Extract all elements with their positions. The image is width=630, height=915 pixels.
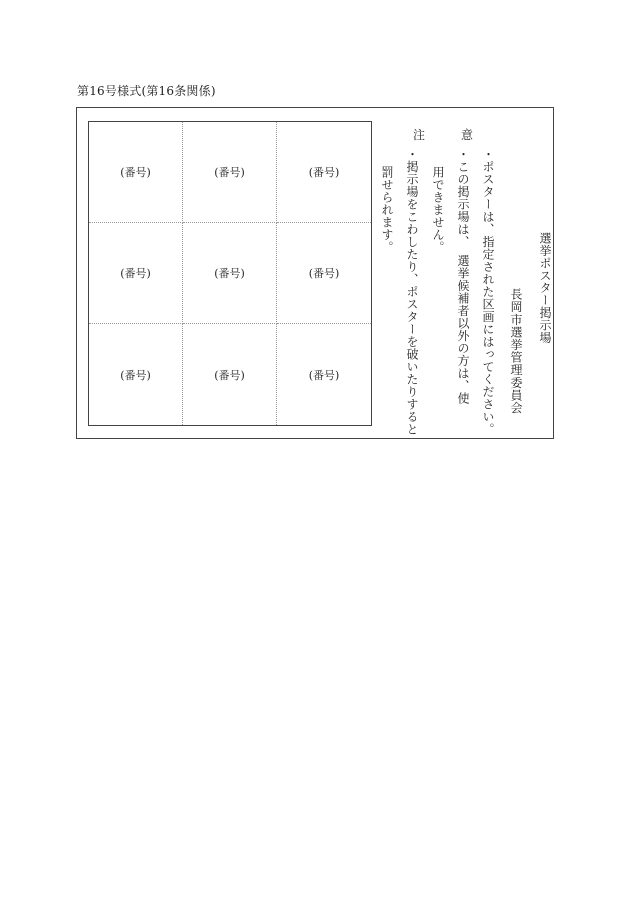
sign-title: 選挙ポスター掲示場 [538,232,552,344]
poster-slot-grid [88,121,372,426]
poster-slot-8: (番号) [183,324,277,425]
notice-item-3-line-2: 罰せられます。 [380,166,394,254]
notice-heading-left: 注 [413,128,426,142]
poster-slot-5: (番号) [183,223,277,324]
poster-slot-7: (番号) [89,324,183,425]
poster-slot-4: (番号) [89,223,183,324]
form-number-label: 第16号様式(第16条関係) [77,84,216,98]
committee-name: 長岡市選挙管理委員会 [509,288,523,414]
notice-item-1: ・ポスターは、指定された区画にはってください。 [481,148,495,436]
poster-slot-1: (番号) [89,122,183,223]
notice-item-2-line-1: ・この掲示場は、 選挙候補者以外の方は、使 [456,148,470,405]
poster-slot-9: (番号) [308,368,340,382]
notice-item-2-line-2: 用できません。 [431,166,445,254]
notice-heading [413,126,473,143]
poster-slot-3: (番号) [277,122,371,223]
notice-heading-right: 意 [460,128,473,142]
poster-slot-2: (番号) [183,122,277,223]
poster-slot-6: (番号) [277,223,371,324]
notice-item-3-line-1: ・掲示場をこわしたり、ポスターを破いたりすると [405,148,419,436]
